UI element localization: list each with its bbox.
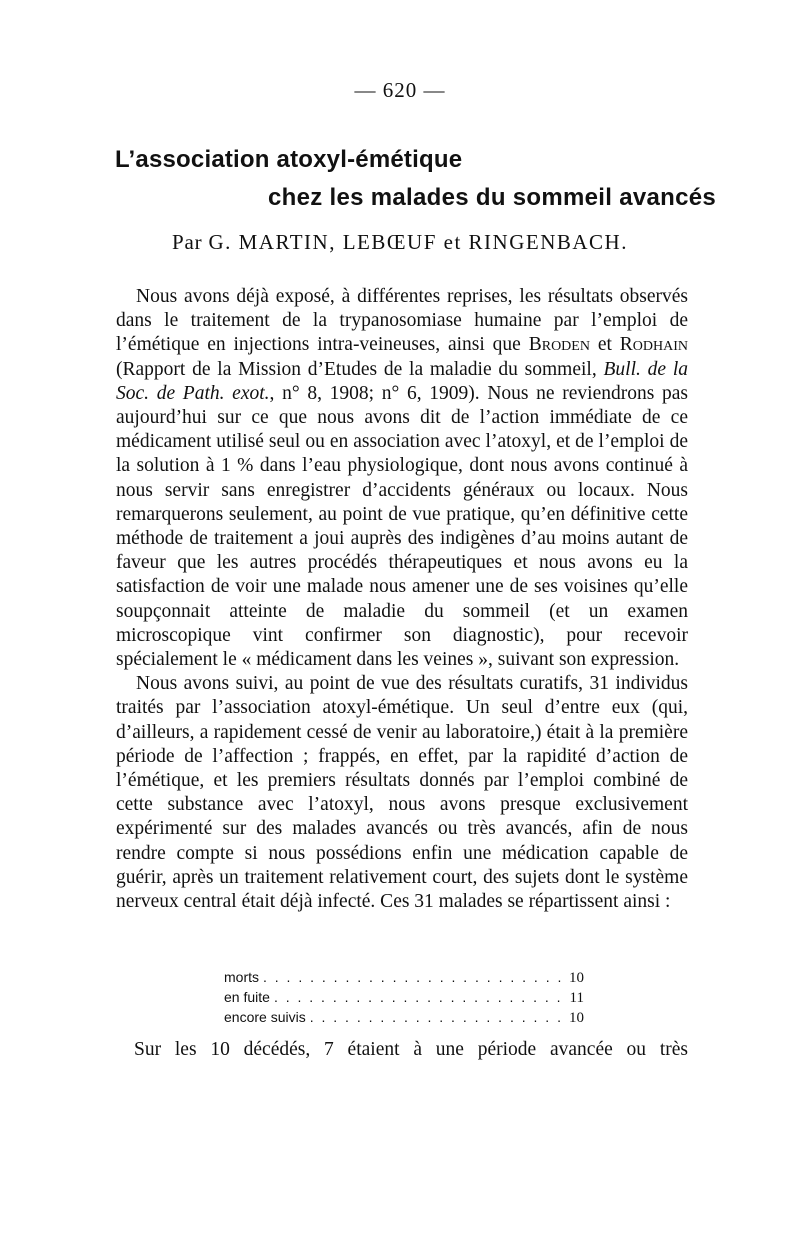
paragraph-1-part1: Nous avons déjà exposé, à différentes reprises, les résultats observés dans le traitement de la trypanosomiase humaine par l’emploi de l’émétique en injections intra-veineuses, ainsi que	[116, 286, 688, 356]
summary-row-encore-suivis	[224, 1008, 584, 1028]
patient-summary-list	[224, 968, 584, 1028]
summary-row-en-fuite	[224, 988, 584, 1008]
page-number: — 620 —	[354, 78, 446, 102]
paragraph-1	[116, 285, 688, 672]
leader-dots	[274, 988, 564, 1007]
paragraph-2: Nous avons suivi, au point de vue des résultats curatifs, 31 individus traités par l’association atoxyl-émétique. Un seul d’entre eux (qui, d’ailleurs, a rapidement cessé de venir au laboratoire,) était à la première période de l’affection ; frappés, en effet, par la rapidité d’action de l’émétique, et les premiers résultats donnés par l’emploi combiné de cette substance avec l’atoxyl, nous avons presque exclusivement expérimenté sur des malades avancés ou très avancés, afin de nous rendre compte si nous possédions enfin une médication capable de guérir, après un traitement relativement court, des sujets dont le système nerveux central était déjà infecté. Ces 31 malades se répartissent ainsi :	[116, 673, 688, 913]
paragraph-1-part3: (Rapport de la Mission d’Etudes de la maladie du sommeil,	[116, 358, 604, 380]
byline-prefix: Par	[172, 230, 203, 254]
summary-value: 10	[569, 1010, 584, 1026]
leader-dots	[263, 968, 564, 987]
summary-value: 11	[569, 990, 584, 1006]
paragraph-1-part4: , n° 8, 1908; n° 6, 1909). Nous ne reviendrons pas aujourd’hui sur ce que nous avons dit de l’action immédiate de ce médicament utilisé seul ou en association avec l’atoxyl, et de l’emploi de la solution à 1 % dans l’eau physiologique, dont nous avons continué à nous servir sans enregistrer d’accidents généraux ou locaux. Nous remarquerons seulement, au point de vue pratique, qu’en définitive cette méthode de traitement a joui auprès des indigènes d’au moins autant de faveur que les autres procédés thérapeutiques et nous avons eu la satisfaction de voir une malade nous amener une de ses voisines qu’elle soupçonnait atteinte de maladie du sommeil (et un examen microscopique vint confirmer son diagnostic), pour recevoir spécialement le « médicament dans les veines », suivant son expression.	[116, 382, 688, 671]
byline	[172, 230, 628, 255]
summary-row-morts	[224, 968, 584, 988]
paragraph-1-part2: et	[589, 334, 620, 356]
summary-label: encore suivis	[224, 1009, 306, 1025]
byline-authors: G. MARTIN, LEBŒUF et RINGENBACH.	[208, 230, 628, 254]
article-title-line1: L’association atoxyl-émétique	[115, 146, 463, 173]
leader-dots	[310, 1008, 564, 1027]
journal-citation: Bull. de la Soc. de Path. exot.	[116, 358, 688, 404]
article-title-line2: chez les malades du sommeil avancés	[268, 184, 717, 211]
continuation-line: Sur les 10 décédés, 7 étaient à une période avancée ou très	[134, 1039, 688, 1060]
summary-label: en fuite	[224, 989, 270, 1005]
article-body	[116, 285, 688, 914]
author-rodhain: Rodhain	[619, 334, 688, 356]
author-broden: Broden	[528, 334, 590, 356]
summary-value: 10	[569, 970, 584, 986]
summary-label: morts	[224, 969, 259, 985]
